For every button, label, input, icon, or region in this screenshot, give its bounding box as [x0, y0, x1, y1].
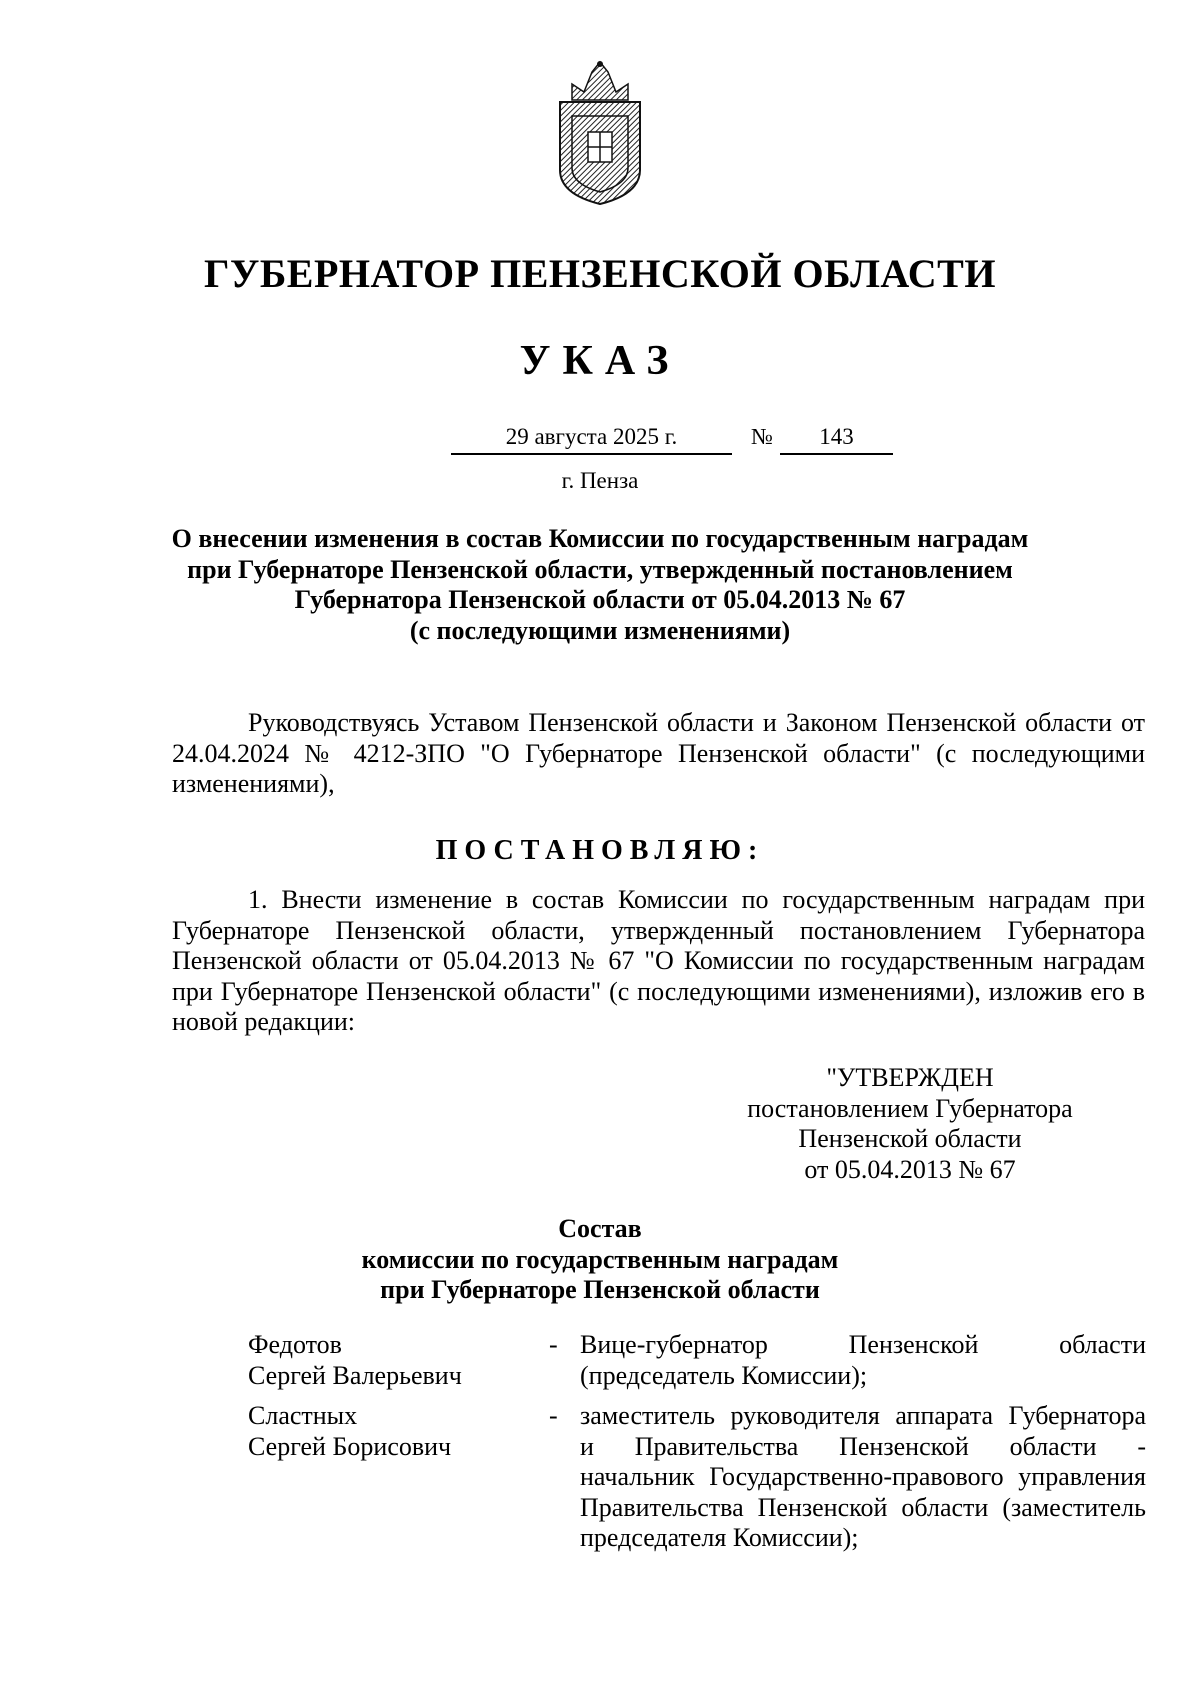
- issuing-authority-title: ГУБЕРНАТОР ПЕНЗЕНСКОЙ ОБЛАСТИ: [204, 251, 996, 296]
- decree-date: 29 августа 2025 г.: [451, 424, 732, 455]
- approval-line: постановлением Губернатора: [747, 1093, 1073, 1123]
- decree-word: ПОСТАНОВЛЯЮ:: [435, 835, 765, 866]
- approval-line: Пензенской области: [798, 1124, 1022, 1153]
- subject-line: Губернатора Пензенской области от 05.04.2013 № 67: [294, 585, 906, 614]
- member-role: [580, 1330, 1146, 1391]
- composition-title-line: комиссии по государственным наградам: [361, 1244, 839, 1274]
- member-name: [248, 1401, 538, 1462]
- subject-line: (с последующими изменениями): [409, 615, 791, 645]
- coat-of-arms-emblem: [550, 58, 650, 208]
- member-role-line: Вице-губернатор Пензенской области: [580, 1330, 1146, 1359]
- member-role-line: председателя Комиссии);: [580, 1523, 859, 1552]
- composition-title-line: при Губернаторе Пензенской области: [380, 1275, 820, 1304]
- member-given-names: Сергей Валерьевич: [248, 1360, 462, 1390]
- member-given-names: Сергей Борисович: [248, 1431, 452, 1461]
- member-role-line: начальник Государственно-правового управления: [580, 1462, 1146, 1491]
- preamble-paragraph: Руководствуясь Уставом Пензенской области и Законом Пензенской области от 24.04.2024 № 4212-ЗПО "О Губернаторе Пензенской области" (с последующими изменениями),: [172, 708, 1145, 798]
- subject-line: О внесении изменения в состав Комиссии по государственным наградам: [171, 524, 1029, 553]
- member-role-line: (председатель Комиссии);: [580, 1360, 868, 1390]
- subject-line: при Губернаторе Пензенской области, утвержденный постановлением: [187, 554, 1013, 584]
- member-role-line: и Правительства Пензенской области -: [580, 1431, 1146, 1461]
- number-sign: №: [751, 424, 773, 449]
- member-surname: Сластных: [248, 1401, 358, 1430]
- issue-city: г. Пенза: [561, 468, 639, 493]
- member-surname: Федотов: [248, 1330, 342, 1359]
- composition-title: [150, 1214, 1050, 1306]
- approval-line: "УТВЕРЖДЕН: [826, 1063, 994, 1092]
- decree-subject: [150, 524, 1050, 646]
- document-type-heading: УКАЗ: [519, 338, 681, 384]
- member-role-line: Правительства Пензенской области (заместитель: [580, 1492, 1146, 1522]
- member-name: [248, 1330, 538, 1391]
- member-role-line: заместитель руководителя аппарата Губернатора: [580, 1401, 1146, 1430]
- member-role: [580, 1401, 1146, 1554]
- decree-number: 143: [780, 424, 893, 455]
- member-dash: -: [549, 1401, 558, 1430]
- member-dash: -: [549, 1330, 558, 1359]
- approval-stamp-block: [700, 1063, 1120, 1185]
- composition-title-line: Состав: [558, 1214, 642, 1243]
- approval-line: от 05.04.2013 № 67: [804, 1154, 1016, 1184]
- item-1-paragraph: 1. Внести изменение в состав Комиссии по государственным наградам при Губернаторе Пензенской области, утвержденный постановлением Губернатора Пензенской области от 05.04.2013 № 67 "О Комиссии по государственным наградам при Губернаторе Пензенской области" (с последующими изменениями), изложив его в новой редакции:: [172, 885, 1145, 1036]
